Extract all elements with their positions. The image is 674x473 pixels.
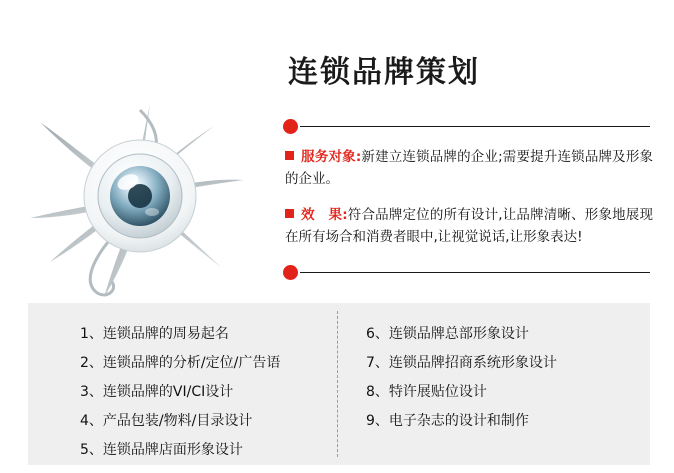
list-item: 7、连锁品牌招商系统形象设计 <box>366 355 557 371</box>
section-label-service-target: 服务对象: <box>301 149 362 165</box>
list-item: 4、产品包装/物料/目录设计 <box>80 413 253 429</box>
service-list-left-column <box>80 320 280 465</box>
service-list-right-column <box>366 320 557 436</box>
section-text-effect: 符合品牌定位的所有设计,让品牌清晰、形象地展现在所有场合和消费者眼中,让视觉说话,让形象表达! <box>285 207 653 246</box>
list-item: 5、连锁品牌店面形象设计 <box>80 442 243 458</box>
list-item: 2、连锁品牌的分析/定位/广告语 <box>80 355 281 371</box>
divider-top <box>300 126 650 127</box>
section-effect <box>285 204 653 249</box>
bullet-dot-bottom <box>283 265 298 280</box>
column-divider <box>337 311 338 457</box>
list-item: 9、电子杂志的设计和制作 <box>366 413 529 429</box>
section-text-service-target: 新建立连锁品牌的企业;需要提升连锁品牌及形象的企业。 <box>285 149 653 188</box>
list-item: 8、特许展贴位设计 <box>366 384 487 400</box>
list-item: 1、连锁品牌的周易起名 <box>80 326 229 342</box>
divider-bottom <box>300 272 650 273</box>
eye-graphic-icon <box>22 92 262 302</box>
bullet-dot-top <box>283 119 298 134</box>
square-bullet-icon <box>285 151 294 160</box>
list-item: 6、连锁品牌总部形象设计 <box>366 326 529 342</box>
section-label-effect: 效 果: <box>301 207 348 223</box>
section-service-target <box>285 146 653 191</box>
list-item: 3、连锁品牌的VI/CI设计 <box>80 384 234 400</box>
page-title: 连锁品牌策划 <box>288 55 480 90</box>
square-bullet-icon <box>285 209 294 218</box>
